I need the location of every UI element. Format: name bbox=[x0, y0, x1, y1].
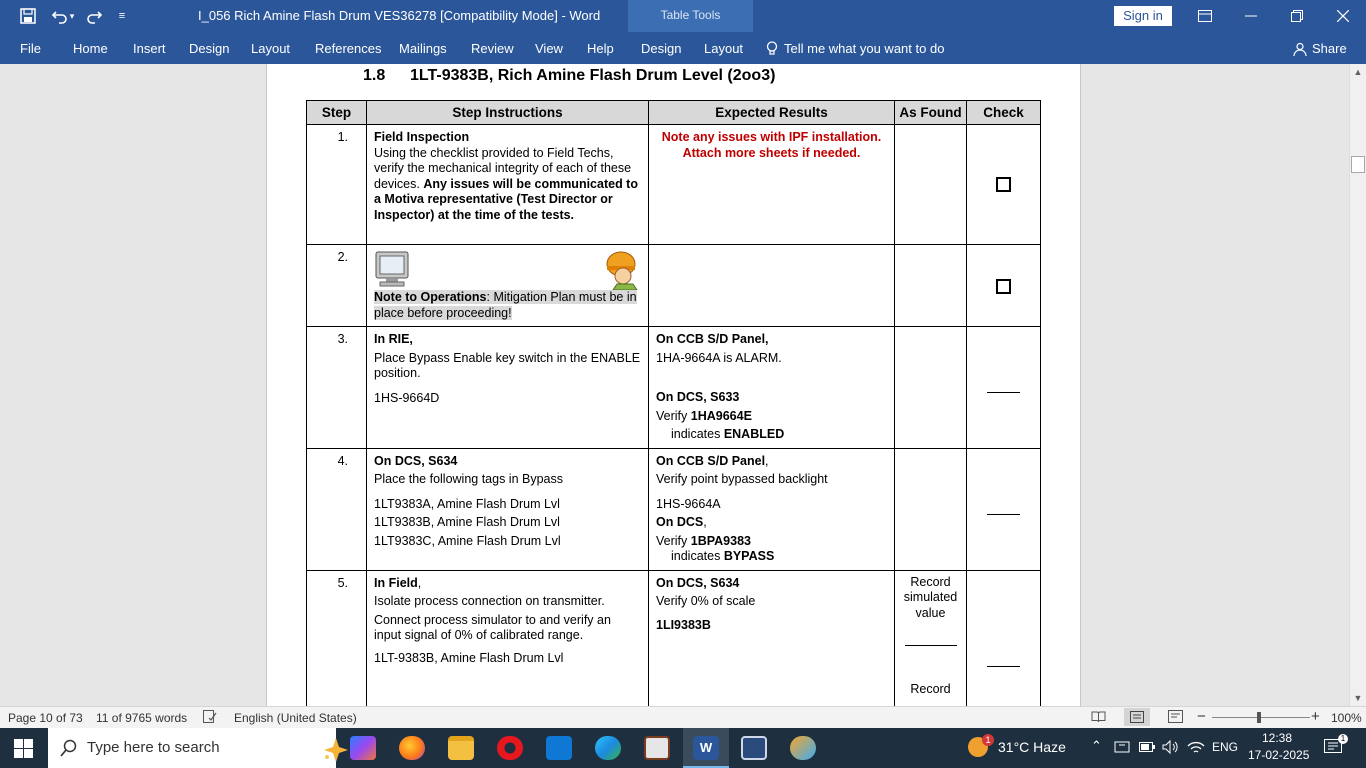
expected-results[interactable] bbox=[649, 327, 895, 449]
procedure-table[interactable] bbox=[306, 100, 1041, 706]
mail-icon[interactable] bbox=[546, 736, 572, 760]
instr-heading-line bbox=[374, 576, 641, 592]
as-found-cell[interactable] bbox=[895, 448, 967, 570]
section-heading bbox=[363, 67, 775, 85]
exp-line bbox=[656, 454, 887, 470]
exp-line: Verify 0% of scale bbox=[656, 594, 756, 608]
misc-app-icon[interactable] bbox=[790, 736, 816, 760]
header-instructions: Step Instructions bbox=[367, 101, 649, 125]
tab-table-layout[interactable]: Layout bbox=[704, 41, 744, 56]
print-layout-icon[interactable] bbox=[1124, 708, 1150, 726]
document-area[interactable] bbox=[0, 64, 1349, 706]
header-as-found: As Found bbox=[895, 101, 967, 125]
status-bar bbox=[0, 706, 1366, 728]
instr-tag: 1HS-9664D bbox=[374, 390, 440, 405]
weather-alert-badge: 1 bbox=[982, 734, 994, 746]
exp-line: 1HS-9664A bbox=[656, 496, 721, 511]
weather-text[interactable]: 31°C Haze bbox=[998, 739, 1066, 755]
check-cell[interactable] bbox=[967, 327, 1041, 449]
app-icon[interactable] bbox=[644, 736, 670, 760]
instr-line: Isolate process connection on transmitter. bbox=[374, 594, 605, 608]
tell-me-search[interactable] bbox=[766, 41, 944, 56]
check-cell[interactable] bbox=[967, 125, 1041, 245]
check-line[interactable] bbox=[987, 666, 1020, 667]
exp-line bbox=[656, 515, 887, 531]
instr-line: 1LT-9383B, Amine Flash Drum Lvl bbox=[374, 650, 564, 665]
exp-line: Verify point bypassed backlight bbox=[656, 472, 828, 486]
instr-punct: , bbox=[417, 575, 422, 590]
word-taskbar-button[interactable] bbox=[683, 728, 729, 768]
minimize-icon[interactable] bbox=[1228, 0, 1274, 32]
as-found-cell[interactable] bbox=[895, 245, 967, 327]
tab-review[interactable]: Review bbox=[471, 41, 514, 56]
exp-text: indicates bbox=[671, 427, 724, 441]
section-title: 1LT-9383B, Rich Amine Flash Drum Level (2oo3) bbox=[410, 67, 776, 84]
step-instructions[interactable] bbox=[367, 327, 649, 449]
instr-heading: Field Inspection bbox=[374, 130, 470, 144]
tag-item: 1LT9383B, Amine Flash Drum Lvl bbox=[374, 515, 560, 529]
table-row bbox=[307, 327, 1041, 449]
tab-view[interactable]: View bbox=[535, 41, 563, 56]
expected-results[interactable] bbox=[649, 125, 895, 245]
exp-tag: 1HA9664E bbox=[690, 408, 752, 423]
document-title: I_056 Rich Amine Flash Drum VES36278 [Compatibility Mode] - Word bbox=[198, 8, 601, 23]
search-placeholder: Type here to search bbox=[87, 739, 220, 756]
instr-bold-text: Any issues will be communicated to a Motiva representative (Test Director or Inspector) at the time of the tests. bbox=[374, 176, 638, 222]
tab-help[interactable]: Help bbox=[587, 41, 614, 56]
step-number: 1. bbox=[307, 125, 367, 245]
exp-status: ENABLED bbox=[723, 427, 785, 441]
restore-icon[interactable] bbox=[1274, 0, 1320, 32]
record-line[interactable] bbox=[905, 645, 957, 646]
redo-icon[interactable] bbox=[80, 4, 108, 28]
vertical-scrollbar[interactable] bbox=[1349, 64, 1366, 706]
expected-results[interactable] bbox=[649, 245, 895, 327]
clock-date[interactable]: 17-02-2025 bbox=[1248, 748, 1310, 762]
wifi-icon[interactable] bbox=[1187, 739, 1205, 760]
exp-text: Verify bbox=[656, 408, 691, 423]
customize-qat-icon[interactable]: ≡ bbox=[118, 10, 126, 22]
tab-mailings[interactable]: Mailings bbox=[399, 41, 447, 56]
edge-icon[interactable] bbox=[595, 736, 621, 760]
exp-heading: On DCS bbox=[656, 515, 704, 529]
zoom-level[interactable]: 100% bbox=[1331, 711, 1362, 725]
clock-time[interactable]: 12:38 bbox=[1262, 731, 1293, 745]
exp-line bbox=[656, 549, 887, 565]
section-number: 1.8 bbox=[363, 67, 386, 84]
page-count[interactable]: Page 10 of 73 bbox=[8, 711, 83, 725]
search-icon bbox=[60, 739, 78, 757]
zoom-out-icon[interactable]: − bbox=[1197, 708, 1206, 725]
read-mode-icon[interactable] bbox=[1091, 710, 1106, 726]
expected-results[interactable] bbox=[649, 448, 895, 570]
lightbulb-icon bbox=[766, 41, 778, 56]
tab-design[interactable]: Design bbox=[189, 41, 230, 56]
show-hidden-icons-icon[interactable]: ⌃ bbox=[1091, 738, 1102, 753]
table-header-row bbox=[307, 101, 1041, 125]
tab-table-design[interactable]: Design bbox=[641, 41, 682, 56]
save-icon[interactable] bbox=[14, 4, 42, 28]
ribbon-display-options-icon[interactable] bbox=[1182, 0, 1228, 32]
note-text: : Mitigation Plan must be in place before proceeding! bbox=[374, 290, 637, 320]
undo-dropdown-icon[interactable]: ▾ bbox=[69, 10, 75, 21]
table-row bbox=[307, 245, 1041, 327]
scroll-up-icon[interactable]: ▲ bbox=[1353, 67, 1363, 77]
instr-heading: In RIE, bbox=[374, 332, 413, 346]
exp-text: Verify bbox=[656, 533, 691, 548]
exp-line bbox=[656, 409, 887, 425]
header-step: Step bbox=[307, 101, 367, 125]
tab-layout[interactable]: Layout bbox=[251, 41, 291, 56]
step-number: 3. bbox=[307, 327, 367, 449]
header-check: Check bbox=[967, 101, 1041, 125]
as-found-cell[interactable] bbox=[895, 327, 967, 449]
instr-heading: In Field bbox=[374, 575, 418, 590]
exp-line bbox=[656, 534, 887, 550]
windows-taskbar bbox=[0, 728, 1366, 768]
ribbon-tab-bar bbox=[0, 32, 1366, 64]
instr-line: Connect process simulator to and verify an input signal of 0% of calibrated range. bbox=[374, 612, 611, 642]
exp-punct: , bbox=[703, 515, 707, 529]
computer-monitor-icon bbox=[374, 250, 412, 288]
exp-punct: , bbox=[765, 453, 769, 468]
as-found-cell[interactable] bbox=[895, 125, 967, 245]
proofing-icon[interactable] bbox=[203, 710, 217, 726]
step-instructions[interactable] bbox=[367, 245, 649, 327]
input-language[interactable]: ENG bbox=[1212, 740, 1239, 754]
exp-line: On DCS, S633 bbox=[656, 390, 740, 404]
windows-start-icon[interactable] bbox=[14, 739, 33, 763]
network-device-icon[interactable] bbox=[1114, 739, 1130, 760]
as-found-cell[interactable] bbox=[895, 570, 967, 706]
check-cell[interactable] bbox=[967, 448, 1041, 570]
scroll-thumb[interactable] bbox=[1351, 156, 1365, 173]
exp-text: indicates bbox=[671, 549, 724, 563]
title-bar bbox=[0, 0, 1366, 32]
exp-line: 1LI9383B bbox=[656, 617, 711, 632]
note-label: Note to Operations bbox=[374, 290, 487, 304]
exp-line: On DCS, S634 bbox=[656, 575, 740, 590]
instr-body bbox=[374, 146, 641, 224]
tab-references[interactable]: References bbox=[315, 41, 382, 56]
language[interactable]: English (United States) bbox=[234, 711, 357, 725]
table-row bbox=[307, 448, 1041, 570]
zoom-slider[interactable] bbox=[1212, 717, 1310, 718]
clipart-row bbox=[374, 250, 641, 290]
step-number: 4. bbox=[307, 448, 367, 570]
sign-in-button[interactable]: Sign in bbox=[1114, 6, 1172, 26]
web-layout-icon[interactable] bbox=[1168, 710, 1183, 726]
tag-item: 1LT9383A, Amine Flash Drum Lvl bbox=[374, 496, 560, 511]
instr-heading: On DCS, S634 bbox=[374, 453, 458, 468]
step-instructions[interactable] bbox=[367, 125, 649, 245]
header-expected: Expected Results bbox=[649, 101, 895, 125]
step-number: 5. bbox=[307, 570, 367, 706]
expected-results[interactable] bbox=[649, 570, 895, 706]
exp-heading: On CCB S/D Panel bbox=[656, 453, 766, 468]
exp-line bbox=[656, 427, 887, 443]
remote-app-icon[interactable] bbox=[741, 736, 767, 760]
volume-icon[interactable] bbox=[1162, 739, 1180, 760]
tag-item: 1LT9383C, Amine Flash Drum Lvl bbox=[374, 533, 561, 548]
step-instructions[interactable] bbox=[367, 570, 649, 706]
tab-file[interactable]: File bbox=[20, 41, 41, 56]
exp-status: BYPASS bbox=[723, 549, 775, 563]
scroll-down-icon[interactable]: ▼ bbox=[1353, 693, 1363, 703]
firefox-icon[interactable] bbox=[399, 736, 425, 760]
table-row bbox=[307, 125, 1041, 245]
battery-icon[interactable] bbox=[1139, 740, 1155, 758]
check-cell[interactable] bbox=[967, 245, 1041, 327]
notification-count-badge: 1 bbox=[1338, 734, 1348, 744]
step-instructions[interactable] bbox=[367, 448, 649, 570]
person-icon bbox=[1293, 42, 1307, 56]
checkbox[interactable] bbox=[996, 177, 1011, 192]
tab-home[interactable]: Home bbox=[73, 41, 108, 56]
table-row bbox=[307, 570, 1041, 706]
as-found-label: Record simulated value bbox=[903, 574, 958, 620]
check-cell[interactable] bbox=[967, 570, 1041, 706]
share-button[interactable] bbox=[1293, 41, 1347, 56]
table-tools-label: Table Tools bbox=[660, 8, 721, 22]
copilot-icon[interactable] bbox=[350, 736, 376, 760]
tab-insert[interactable]: Insert bbox=[133, 41, 166, 56]
word-count[interactable]: 11 of 9765 words bbox=[96, 711, 188, 725]
exp-tag: 1BPA9383 bbox=[690, 533, 751, 548]
exp-line: 1HA-9664A is ALARM. bbox=[656, 350, 782, 365]
zoom-slider-thumb[interactable] bbox=[1257, 712, 1261, 723]
word-icon: W bbox=[693, 736, 719, 760]
operations-note bbox=[374, 290, 641, 321]
opera-icon[interactable] bbox=[497, 736, 523, 760]
step-number: 2. bbox=[307, 245, 367, 327]
tell-me-label: Tell me what you want to do bbox=[784, 41, 945, 56]
zoom-in-icon[interactable]: + bbox=[1311, 708, 1320, 725]
checkbox[interactable] bbox=[996, 279, 1011, 294]
file-explorer-icon[interactable] bbox=[448, 736, 474, 760]
close-icon[interactable] bbox=[1320, 0, 1366, 32]
check-line[interactable] bbox=[987, 514, 1020, 515]
ipf-note: Note any issues with IPF installation. Attach more sheets if needed. bbox=[661, 130, 882, 160]
hard-hat-worker-icon bbox=[603, 250, 641, 290]
check-line[interactable] bbox=[987, 392, 1020, 393]
instr-text: Using the checklist provided to Field Techs, verify the mechanical integrity of each of these devices. bbox=[374, 145, 632, 191]
instr-body: Place Bypass Enable key switch in the ENABLE position. bbox=[374, 350, 641, 380]
exp-line: On CCB S/D Panel, bbox=[656, 332, 769, 346]
taskbar-search[interactable] bbox=[48, 728, 336, 768]
instr-body: Place the following tags in Bypass bbox=[374, 472, 563, 486]
share-label: Share bbox=[1312, 41, 1347, 56]
as-found-label: Record bbox=[910, 682, 951, 696]
